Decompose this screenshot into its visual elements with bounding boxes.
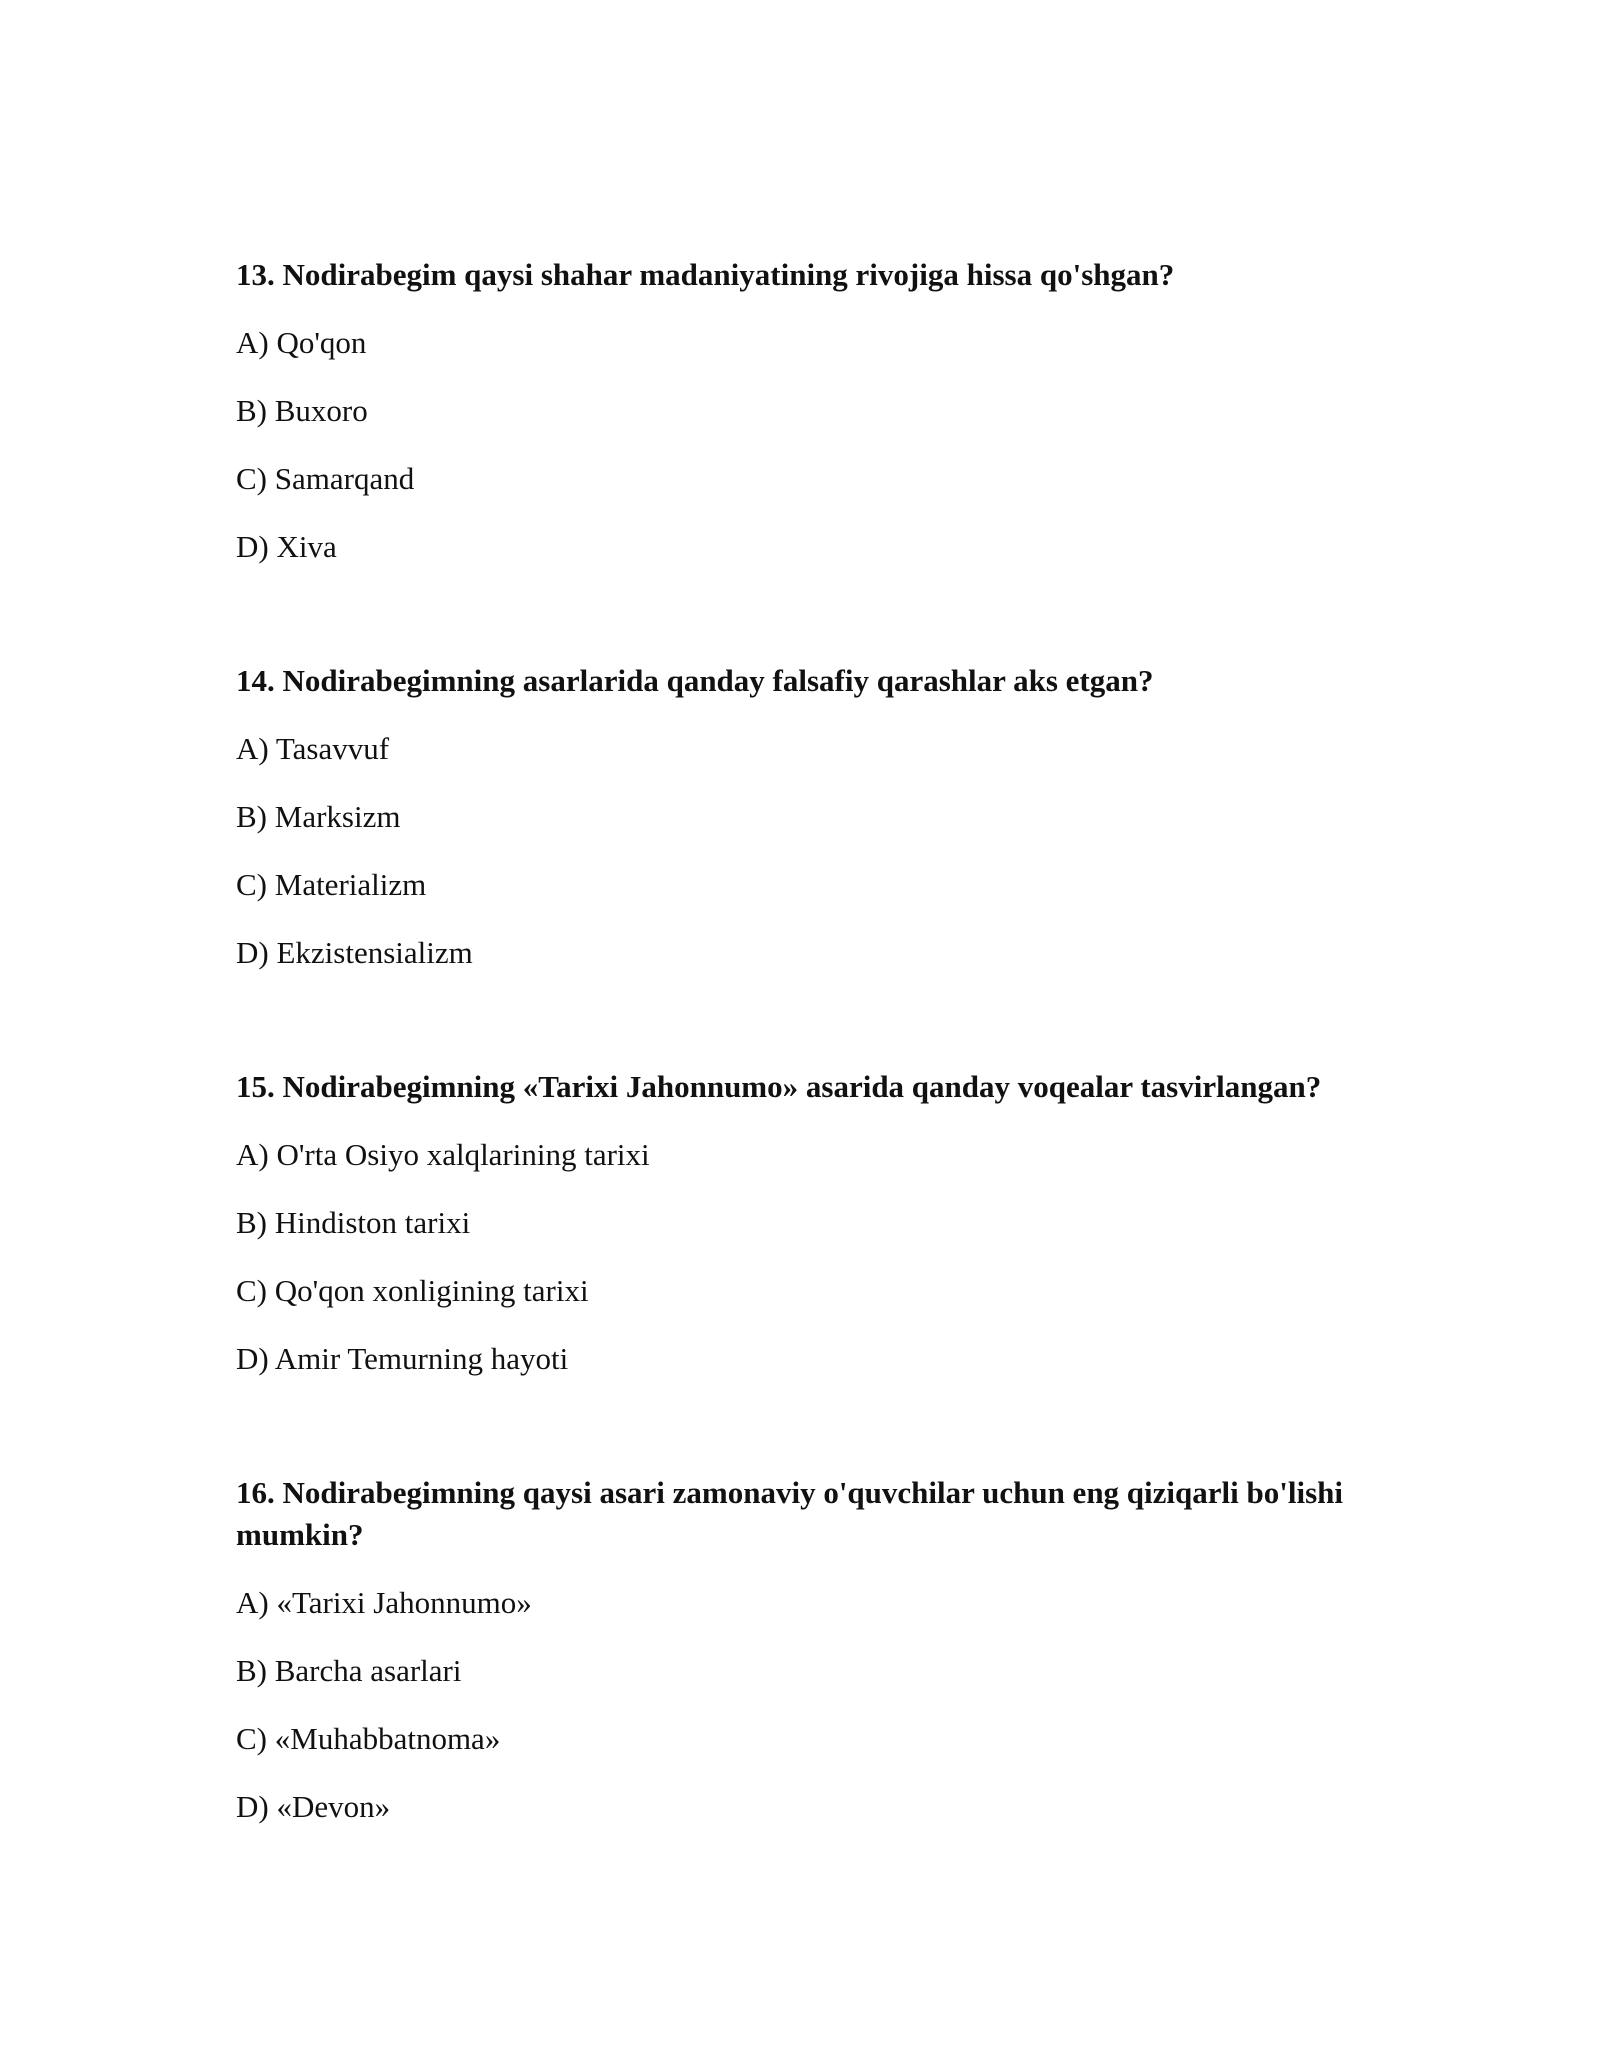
- option-d: D) «Devon»: [236, 1789, 391, 1824]
- option-a: A) Qo'qon: [236, 325, 367, 360]
- option-c: C) «Muhabbatnoma»: [236, 1721, 501, 1756]
- option-c: C) Qo'qon xonligining tarixi: [236, 1273, 589, 1308]
- option-d: D) Ekzistensializm: [236, 935, 473, 970]
- option-b: B) Buxoro: [236, 393, 368, 428]
- option-b: B) Hindiston tarixi: [236, 1205, 471, 1240]
- option-d: D) Amir Temurning hayoti: [236, 1341, 569, 1376]
- option-b: B) Marksizm: [236, 799, 401, 834]
- question-14: [236, 660, 1376, 970]
- question-title: 16. Nodirabegimning qaysi asari zamonaviy o'quvchilar uchun eng qiziqarli bo'lishi mumkin?: [236, 1475, 1344, 1552]
- question-15: [236, 1066, 1376, 1376]
- option-d: D) Xiva: [236, 529, 337, 564]
- option-b: B) Barcha asarlari: [236, 1653, 462, 1688]
- option-a: A) «Tarixi Jahonnumo»: [236, 1585, 532, 1620]
- option-c: C) Samarqand: [236, 461, 415, 496]
- option-a: A) Tasavvuf: [236, 731, 390, 766]
- question-title: 13. Nodirabegim qaysi shahar madaniyatining rivojiga hissa qo'shgan?: [236, 257, 1175, 292]
- question-13: [236, 254, 1376, 564]
- option-a: A) O'rta Osiyo xalqlarining tarixi: [236, 1137, 650, 1172]
- option-c: C) Materializm: [236, 867, 427, 902]
- question-title: 14. Nodirabegimning asarlarida qanday falsafiy qarashlar aks etgan?: [236, 663, 1154, 698]
- question-title: 15. Nodirabegimning «Tarixi Jahonnumo» asarida qanday voqealar tasvirlangan?: [236, 1069, 1322, 1104]
- question-16: [236, 1472, 1376, 1824]
